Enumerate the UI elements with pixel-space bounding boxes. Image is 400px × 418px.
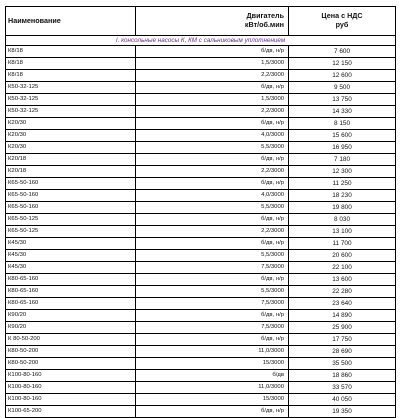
table-row [6,334,396,346]
cell-name: К65-50-160 [6,190,136,202]
table-row [6,286,396,298]
cell-price: 40 050 [289,394,396,406]
table-row [6,142,396,154]
cell-engine: 5,5/3000 [136,142,289,154]
table-row [6,202,396,214]
table-header-row [6,7,396,36]
cell-name: К80-50-200 [6,346,136,358]
cell-name: К100-65-200 [6,406,136,418]
cell-engine: б/дв, н/р [136,82,289,94]
cell-price: 13 750 [289,94,396,106]
table-row [6,346,396,358]
cell-name: К100-80-160 [6,394,136,406]
table-row [6,358,396,370]
cell-engine: б/дв, н/р [136,406,289,418]
cell-name: К50-32-125 [6,82,136,94]
table-row [6,214,396,226]
table-body [6,36,396,418]
cell-price: 7 180 [289,154,396,166]
cell-engine: б/дв, н/р [136,154,289,166]
cell-name: К8/18 [6,46,136,58]
cell-name: К45/30 [6,250,136,262]
cell-price: 14 330 [289,106,396,118]
cell-price: 11 250 [289,178,396,190]
cell-price: 8 030 [289,214,396,226]
price-list [5,6,395,418]
table-row [6,178,396,190]
table-row [6,274,396,286]
cell-price: 25 900 [289,322,396,334]
cell-price: 19 800 [289,202,396,214]
price-table [5,6,396,418]
table-row [6,238,396,250]
cell-engine: 5,5/3000 [136,250,289,262]
cell-name: К50-32-125 [6,106,136,118]
cell-engine: 1,5/3000 [136,58,289,70]
table-row [6,58,396,70]
cell-engine: б/дв, н/р [136,214,289,226]
section-title: I. консольные насосы К, КМ с сальниковым уплотнением [6,36,396,46]
cell-name: К20/30 [6,118,136,130]
table-row [6,82,396,94]
table-row [6,94,396,106]
cell-price: 12 150 [289,58,396,70]
cell-name: К8/18 [6,70,136,82]
cell-price: 18 860 [289,370,396,382]
cell-engine: 5,5/3000 [136,286,289,298]
table-row [6,106,396,118]
column-header-engine-line1: Двигатель [246,11,284,21]
cell-price: 18 230 [289,190,396,202]
cell-engine: б/дв, н/р [136,178,289,190]
cell-engine: б/дв [136,370,289,382]
cell-price: 12 600 [289,70,396,82]
cell-engine: 15/3000 [136,394,289,406]
table-row [6,226,396,238]
cell-price: 13 600 [289,274,396,286]
cell-name: К80-50-200 [6,358,136,370]
cell-engine: 11,0/3000 [136,382,289,394]
cell-price: 23 640 [289,298,396,310]
cell-name: К20/30 [6,130,136,142]
cell-engine: 2,2/3000 [136,106,289,118]
cell-name: К65-50-160 [6,178,136,190]
table-row [6,310,396,322]
cell-engine: 4,0/3000 [136,130,289,142]
cell-engine: 11,0/3000 [136,346,289,358]
cell-price: 16 950 [289,142,396,154]
cell-price: 9 500 [289,82,396,94]
cell-name: К 80-50-200 [6,334,136,346]
cell-engine: 5,5/3000 [136,202,289,214]
table-row [6,250,396,262]
cell-price: 7 600 [289,46,396,58]
cell-engine: 7,5/3000 [136,322,289,334]
cell-engine: б/дв, н/р [136,334,289,346]
cell-engine: 7,5/3000 [136,298,289,310]
column-header-name-label: Наименование [8,15,61,25]
column-header-price-line2: руб [335,20,349,29]
cell-name: К80-65-160 [6,286,136,298]
cell-engine: б/дв, н/р [136,118,289,130]
table-row [6,130,396,142]
cell-price: 22 280 [289,286,396,298]
cell-engine: 15/3000 [136,358,289,370]
table-row [6,190,396,202]
cell-engine: б/дв, н/р [136,274,289,286]
table-row [6,154,396,166]
cell-name: К100-80-160 [6,382,136,394]
column-header-price-line1: Цена с НДС [321,11,363,21]
cell-engine: 7,5/3000 [136,262,289,274]
cell-engine: б/дв, н/р [136,310,289,322]
cell-engine: 4,0/3000 [136,190,289,202]
table-row [6,70,396,82]
cell-engine: 2,2/3000 [136,166,289,178]
cell-price: 8 150 [289,118,396,130]
table-row [6,298,396,310]
cell-engine: 2,2/3000 [136,70,289,82]
cell-name: К100-80-160 [6,370,136,382]
cell-price: 35 500 [289,358,396,370]
cell-price: 19 350 [289,406,396,418]
cell-price: 12 300 [289,166,396,178]
table-row [6,322,396,334]
cell-name: К20/18 [6,166,136,178]
section-row [6,36,396,46]
cell-price: 33 570 [289,382,396,394]
cell-name: К50-32-125 [6,94,136,106]
column-header-engine [136,7,289,36]
cell-name: К90/20 [6,310,136,322]
cell-price: 22 100 [289,262,396,274]
cell-name: К8/18 [6,58,136,70]
cell-engine: б/дв, н/р [136,238,289,250]
cell-price: 11 700 [289,238,396,250]
cell-name: К80-65-160 [6,298,136,310]
cell-price: 17 750 [289,334,396,346]
column-header-price [289,7,396,36]
table-row [6,46,396,58]
table-row [6,118,396,130]
cell-name: К65-50-125 [6,226,136,238]
cell-name: К80-65-160 [6,274,136,286]
cell-name: К45/30 [6,238,136,250]
cell-name: К45/30 [6,262,136,274]
cell-name: К20/18 [6,154,136,166]
table-row [6,166,396,178]
table-row [6,406,396,418]
cell-name: К90/20 [6,322,136,334]
column-header-name [6,7,136,36]
cell-name: К65-50-125 [6,214,136,226]
cell-engine: 1,5/3000 [136,94,289,106]
table-row [6,382,396,394]
table-row [6,370,396,382]
cell-engine: 2,2/3000 [136,226,289,238]
cell-price: 13 100 [289,226,396,238]
cell-price: 28 690 [289,346,396,358]
cell-engine: б/дв, н/р [136,46,289,58]
cell-price: 14 890 [289,310,396,322]
table-row [6,262,396,274]
cell-price: 20 600 [289,250,396,262]
cell-name: К65-50-160 [6,202,136,214]
column-header-engine-line2: кВт/об.мин [244,20,284,29]
cell-price: 15 600 [289,130,396,142]
cell-name: К20/30 [6,142,136,154]
